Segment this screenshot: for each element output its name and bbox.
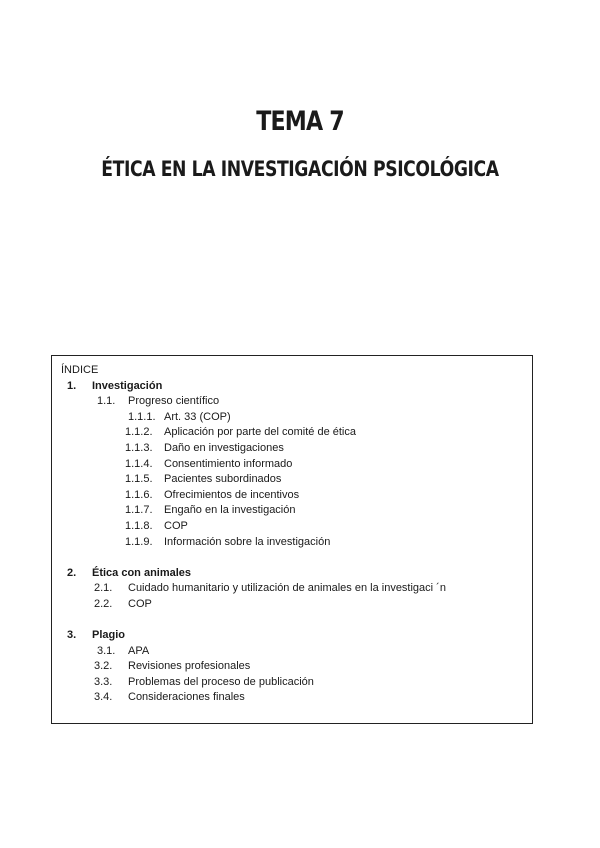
toc-content	[61, 363, 526, 706]
toc-item	[61, 441, 526, 457]
toc-item-title: Problemas del proceso de publicación	[128, 675, 314, 688]
toc-item	[61, 581, 526, 597]
page-subtitle: ÉTICA EN LA INVESTIGACIÓN PSICOLÓGICA	[101, 157, 499, 181]
toc-item	[61, 394, 526, 410]
toc-item-number: 3.3.	[94, 675, 113, 688]
toc-item-title: Daño en investigaciones	[164, 441, 284, 454]
toc-item-title: Información sobre la investigación	[164, 535, 331, 548]
toc-item	[61, 488, 526, 504]
toc-section-number: 1.	[67, 379, 77, 392]
toc-item-number: 3.1.	[97, 644, 116, 657]
toc-item-number: 1.1.8.	[125, 519, 153, 532]
toc-item	[61, 472, 526, 488]
toc-item-number: 1.1.1.	[128, 410, 156, 423]
toc-item	[61, 597, 526, 613]
toc-section	[61, 628, 526, 644]
toc-item-title: Engaño en la investigación	[164, 504, 296, 517]
table-of-contents	[51, 355, 533, 724]
toc-section-title: Investigación	[92, 379, 163, 392]
toc-item-number: 1.1.5.	[125, 473, 153, 486]
toc-item-title: Revisiones profesionales	[128, 660, 251, 673]
toc-section-title: Plagio	[92, 629, 126, 642]
toc-item-number: 1.1.4.	[125, 457, 153, 470]
toc-section	[61, 566, 526, 582]
toc-section-title: Ética con animales	[92, 566, 192, 579]
toc-item-number: 2.2.	[94, 597, 113, 610]
toc-item	[61, 425, 526, 441]
toc-item-number: 1.1.3.	[125, 441, 153, 454]
toc-item	[61, 519, 526, 535]
toc-item-number: 3.4.	[94, 691, 113, 704]
toc-item	[61, 503, 526, 519]
toc-item-title: APA	[128, 644, 150, 657]
toc-item	[61, 690, 526, 706]
toc-item-number: 1.1.7.	[125, 504, 153, 517]
toc-section	[61, 379, 526, 395]
toc-item-number: 1.1.9.	[125, 535, 153, 548]
toc-item-number: 1.1.2.	[125, 426, 153, 439]
spacer	[61, 613, 526, 629]
toc-item-title: Pacientes subordinados	[164, 473, 282, 486]
toc-item-number: 2.1.	[94, 582, 113, 595]
toc-item-number: 1.1.	[97, 395, 116, 408]
toc-item-title: Aplicación por parte del comité de ética	[164, 426, 356, 439]
toc-item	[61, 535, 526, 551]
toc-section-number: 3.	[67, 629, 77, 642]
toc-item-title: Cuidado humanitario y utilización de animales en la investigaci ´n	[128, 582, 446, 595]
toc-item-number: 3.2.	[94, 660, 113, 673]
spacer	[61, 550, 526, 566]
page-title: TEMA 7	[256, 106, 344, 137]
toc-item	[61, 410, 526, 426]
toc-item	[61, 659, 526, 675]
toc-item-title: Art. 33 (COP)	[164, 410, 231, 423]
toc-item	[61, 644, 526, 660]
toc-item-title: COP	[128, 597, 152, 610]
toc-item-title: COP	[164, 519, 188, 532]
toc-section-number: 2.	[67, 566, 77, 579]
toc-item-title: Consideraciones finales	[128, 691, 245, 704]
toc-item-number: 1.1.6.	[125, 488, 153, 501]
toc-item-title: Ofrecimientos de incentivos	[164, 488, 300, 501]
toc-item	[61, 675, 526, 691]
toc-item	[61, 457, 526, 473]
toc-item-title: Progreso científico	[128, 395, 220, 408]
toc-item-title: Consentimiento informado	[164, 457, 293, 470]
toc-heading: ÍNDICE	[61, 364, 99, 376]
